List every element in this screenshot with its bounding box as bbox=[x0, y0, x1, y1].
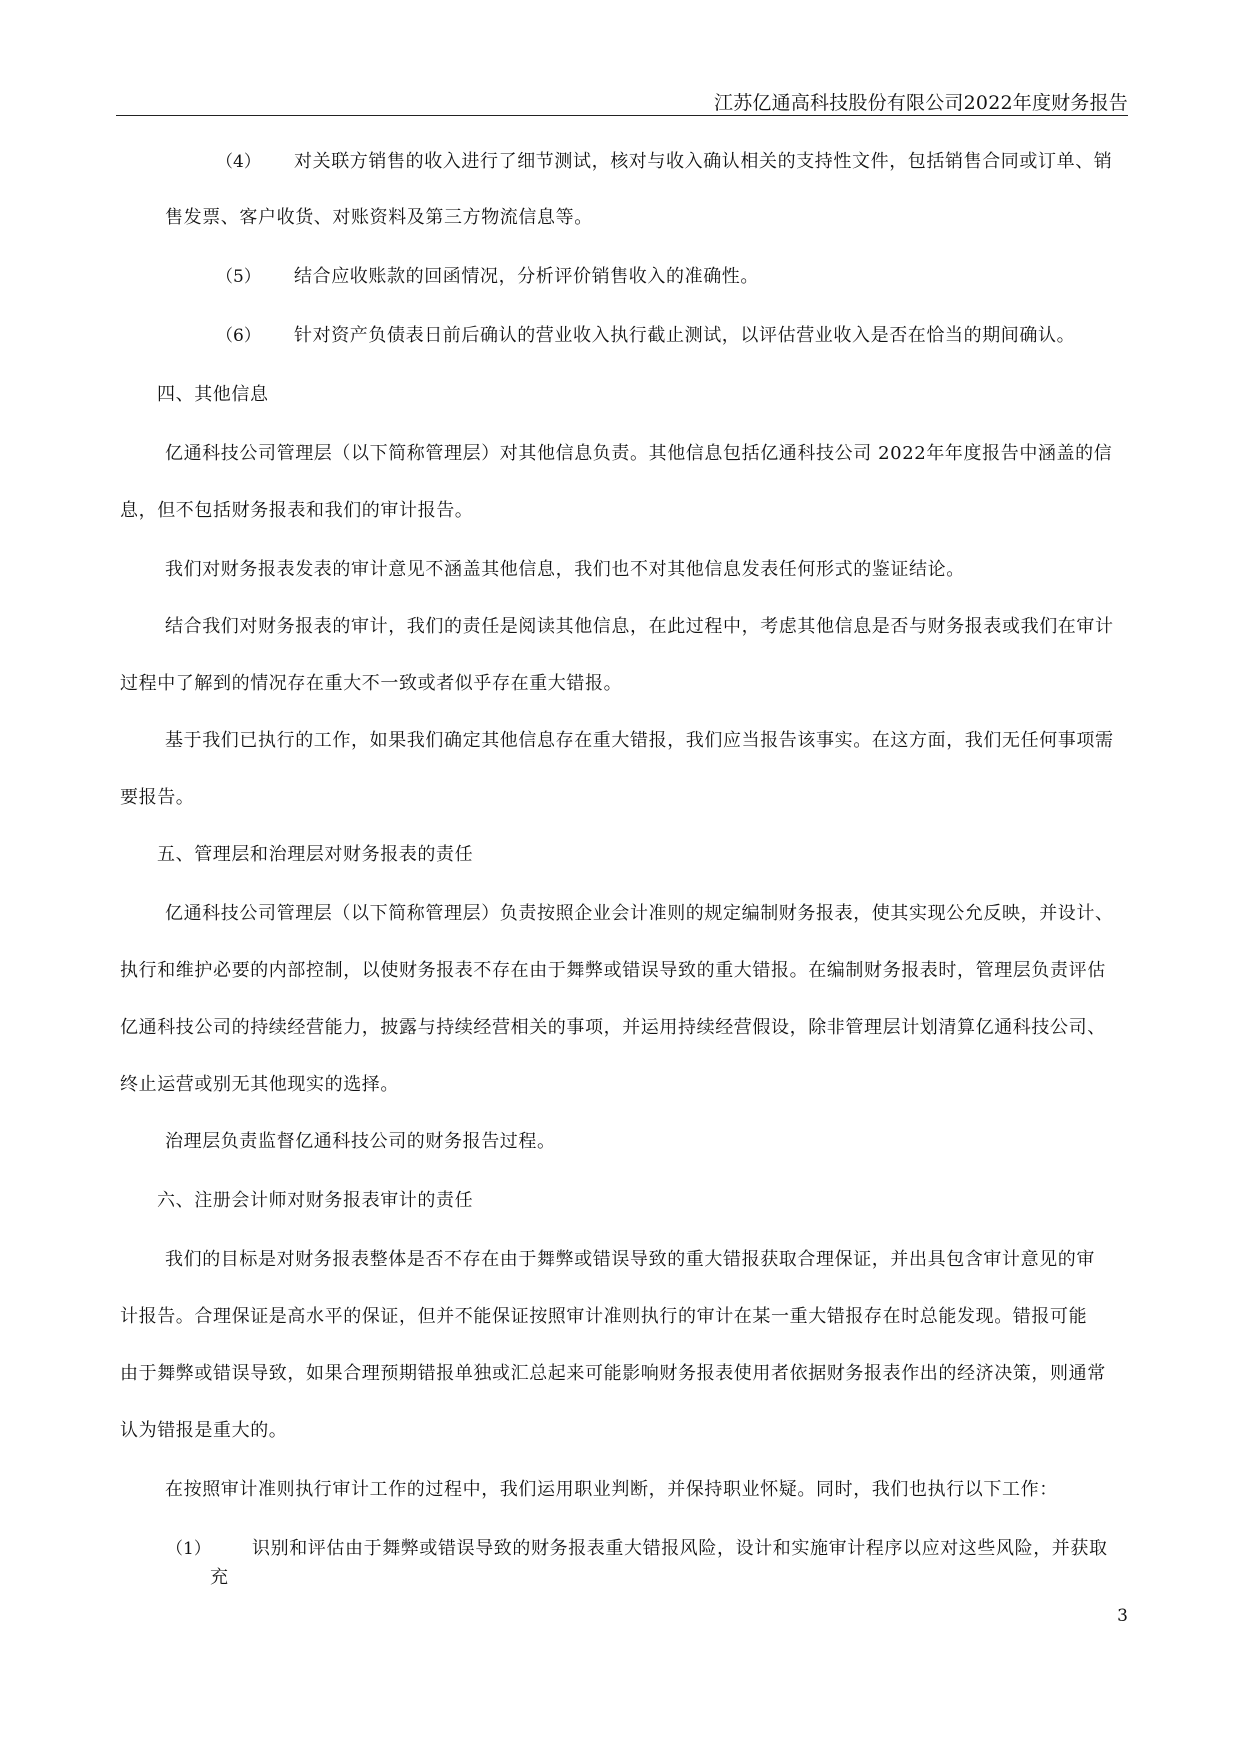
section-6-p2-line-1: 在按照审计准则执行审计工作的过程中，我们运用职业判断，并保持职业怀疑。同时，我们也执行以下工作： bbox=[165, 1479, 1058, 1500]
item-5-line-1: 结合应收账款的回函情况，分析评价销售收入的准确性。 bbox=[294, 266, 759, 287]
section-6-p1-line-3: 由于舞弊或错误导致，如果合理预期错报单独或汇总起来可能影响财务报表使用者依据财务报表作出的经济决策，则通常 bbox=[120, 1363, 1106, 1384]
section-5-p1-line-2: 执行和维护必要的内部控制，以使财务报表不存在由于舞弊或错误导致的重大错报。在编制财务报表时，管理层负责评估 bbox=[120, 960, 1106, 981]
section-4-p1-line-1: 亿通科技公司管理层（以下简称管理层）对其他信息负责。其他信息包括亿通科技公司 2022年年度报告中涵盖的信 bbox=[165, 443, 1113, 464]
section-6-p1-line-2: 计报告。合理保证是高水平的保证，但并不能保证按照审计准则执行的审计在某一重大错报存在时总能发现。错报可能 bbox=[120, 1306, 1088, 1327]
section-6-p1-line-4: 认为错报是重大的。 bbox=[120, 1420, 288, 1441]
section-4-p2-line-1: 我们对财务报表发表的审计意见不涵盖其他信息，我们也不对其他信息发表任何形式的鉴证结论。 bbox=[165, 559, 965, 580]
section-5-heading: 五、管理层和治理层对财务报表的责任 bbox=[157, 844, 474, 865]
item-4-number: （4） bbox=[216, 152, 261, 172]
item-5-number: （5） bbox=[216, 267, 261, 287]
header-divider bbox=[116, 115, 1128, 116]
section-5-p1-line-3: 亿通科技公司的持续经营能力，披露与持续经营相关的事项，并运用持续经营假设，除非管理层计划清算亿通科技公司、 bbox=[120, 1017, 1106, 1038]
section-6-p1-line-1: 我们的目标是对财务报表整体是否不存在由于舞弊或错误导致的重大错报获取合理保证，并出具包含审计意见的审 bbox=[165, 1249, 1095, 1270]
section-5-p2-line-1: 治理层负责监督亿通科技公司的财务报告过程。 bbox=[165, 1131, 556, 1152]
section-5-p1-line-4: 终止运营或别无其他现实的选择。 bbox=[120, 1074, 399, 1095]
item-1-number: （1） bbox=[166, 1539, 211, 1559]
item-6-number: （6） bbox=[216, 326, 261, 346]
section-4-p3-line-1: 结合我们对财务报表的审计，我们的责任是阅读其他信息，在此过程中，考虑其他信息是否与财务报表或我们在审计 bbox=[165, 616, 1114, 637]
page-number: 3 bbox=[1117, 1606, 1128, 1626]
section-6-heading: 六、注册会计师对财务报表审计的责任 bbox=[157, 1190, 474, 1211]
item-1-line-2: 充 bbox=[210, 1567, 229, 1588]
section-4-p3-line-2: 过程中了解到的情况存在重大不一致或者似乎存在重大错报。 bbox=[120, 673, 623, 694]
item-1-line-1: 识别和评估由于舞弊或错误导致的财务报表重大错报风险，设计和实施审计程序以应对这些风险，并获取 bbox=[252, 1538, 1108, 1559]
section-4-p4-line-2: 要报告。 bbox=[120, 787, 195, 808]
section-4-p1-line-2: 息，但不包括财务报表和我们的审计报告。 bbox=[120, 500, 474, 521]
section-4-p4-line-1: 基于我们已执行的工作，如果我们确定其他信息存在重大错报，我们应当报告该事实。在这方面，我们无任何事项需 bbox=[165, 730, 1114, 751]
item-4-line-1: 对关联方销售的收入进行了细节测试，核对与收入确认相关的支持性文件，包括销售合同或订单、销 bbox=[294, 151, 1113, 172]
document-header-title: 江苏亿通高科技股份有限公司2022年度财务报告 bbox=[714, 92, 1128, 114]
item-6-line-1: 针对资产负债表日前后确认的营业收入执行截止测试，以评估营业收入是否在恰当的期间确认。 bbox=[294, 325, 1076, 346]
section-4-heading: 四、其他信息 bbox=[157, 384, 269, 405]
section-5-p1-line-1: 亿通科技公司管理层（以下简称管理层）负责按照企业会计准则的规定编制财务报表，使其实现公允反映，并设计、 bbox=[165, 903, 1114, 924]
item-4-line-2: 售发票、客户收货、对账资料及第三方物流信息等。 bbox=[165, 207, 593, 228]
